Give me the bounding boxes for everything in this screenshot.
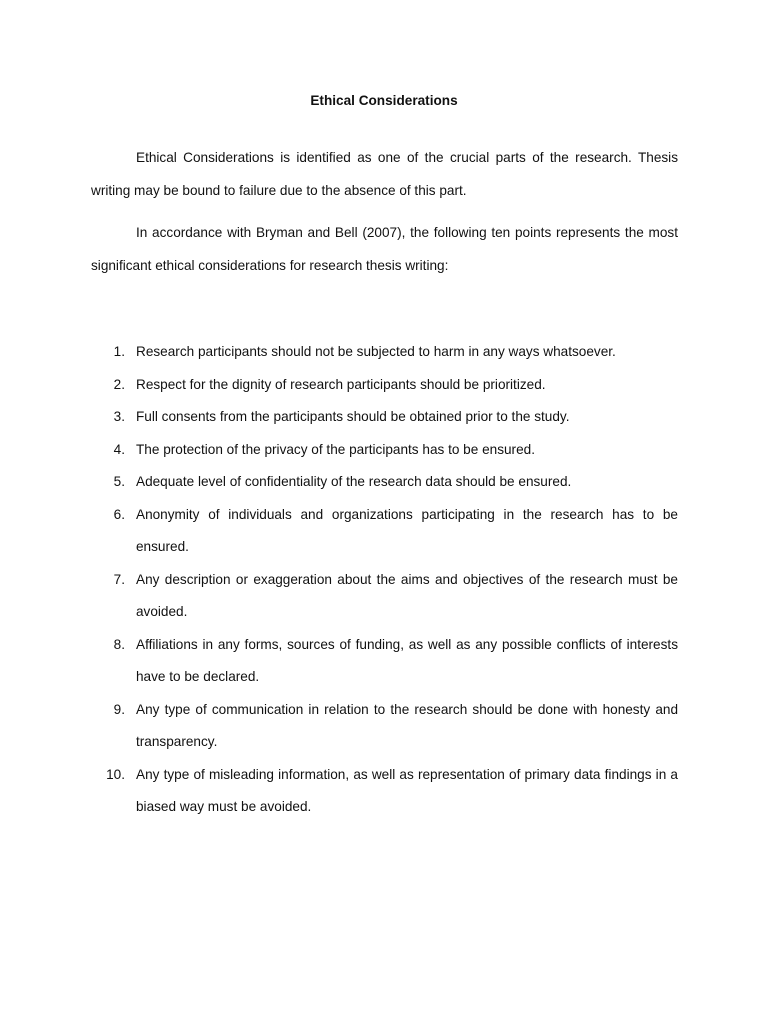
list-item-text: Any description or exaggeration about the aims and objectives of the research must be avoided. <box>136 571 678 619</box>
list-item <box>0 466 768 499</box>
list-item <box>0 759 768 824</box>
list-item-number: 3. <box>113 409 125 424</box>
list-item <box>0 629 768 694</box>
list-item-number: 7. <box>113 571 125 587</box>
list-item-number: 4. <box>113 441 125 457</box>
list-item <box>0 564 768 629</box>
list-item-text: Full consents from the participants should be obtained prior to the study. <box>136 409 570 424</box>
list-item-text: Adequate level of confidentiality of the research data should be ensured. <box>136 474 572 489</box>
list-item-text: The protection of the privacy of the participants has to be ensured. <box>136 441 535 457</box>
list-item-number: 5. <box>113 474 125 489</box>
list-item-number: 9. <box>113 701 125 717</box>
list-item-text: Any type of communication in relation to the research should be done with honesty and transparency. <box>136 701 678 749</box>
list-item <box>0 336 768 369</box>
citation-paragraph: In accordance with Bryman and Bell (2007), the following ten points represents the most significant ethical considerations for research thesis writing: <box>91 225 678 273</box>
list-item-text: Respect for the dignity of research participants should be prioritized. <box>136 376 546 392</box>
list-item-text: Anonymity of individuals and organizations participating in the research has to be ensured. <box>136 506 678 554</box>
intro-paragraph: Ethical Considerations is identified as one of the crucial parts of the research. Thesis writing may be bound to failure due to the absence of this part. <box>91 150 678 198</box>
list-item-number: 6. <box>113 506 125 522</box>
list-item-number: 8. <box>113 636 125 652</box>
list-item-text: Affiliations in any forms, sources of funding, as well as any possible conflicts of interests have to be declared. <box>136 636 678 684</box>
list-item-number: 2. <box>113 376 125 392</box>
list-item-number: 1. <box>113 344 125 359</box>
ethical-points-list <box>0 336 768 824</box>
list-item <box>0 499 768 564</box>
list-item <box>0 369 768 402</box>
list-item <box>0 694 768 759</box>
document-title: Ethical Considerations <box>310 93 458 108</box>
list-item <box>0 434 768 467</box>
list-item-text: Any type of misleading information, as well as representation of primary data findings in a biased way must be avoided. <box>136 766 678 814</box>
list-item <box>0 401 768 434</box>
list-item-number: 10. <box>106 766 125 782</box>
list-item-text: Research participants should not be subjected to harm in any ways whatsoever. <box>136 344 616 359</box>
